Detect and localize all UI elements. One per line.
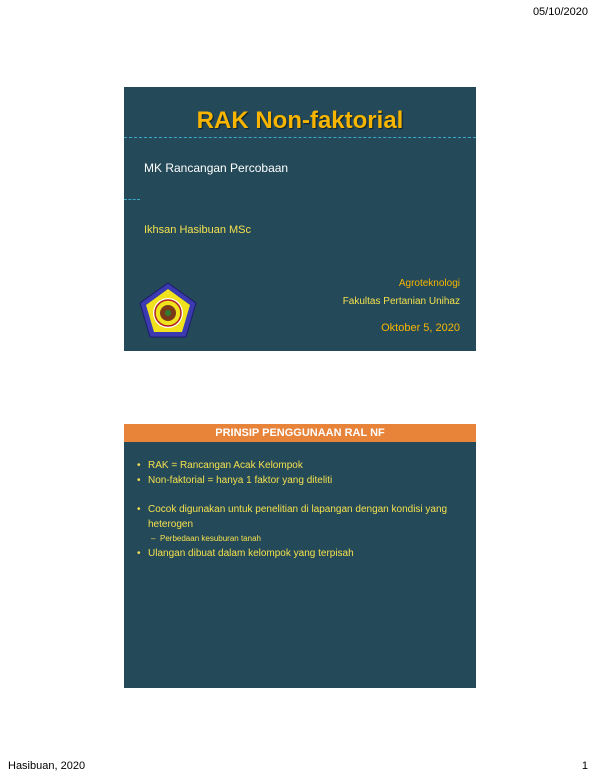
program-name: Agroteknologi xyxy=(398,278,460,289)
decorative-divider xyxy=(124,137,476,138)
bullet-item: • Ulangan dibuat dalam kelompok yang terpisah xyxy=(136,546,466,561)
slide-2-principles xyxy=(124,424,476,688)
sub-bullet-item: – Perbedaan kesuburan tanah xyxy=(136,532,466,546)
page-number: 1 xyxy=(581,760,588,772)
author-name: Ikhsan Hasibuan MSc xyxy=(144,224,251,236)
bullet-list xyxy=(136,458,466,561)
faculty-name: Fakultas Pertanian Unihaz xyxy=(342,296,460,307)
bullet-item: • Non-faktorial = hanya 1 faktor yang diteliti xyxy=(136,473,466,488)
bullet-item: • RAK = Rancangan Acak Kelompok xyxy=(136,458,466,473)
page-date: 05/10/2020 xyxy=(532,6,588,18)
slide-title: RAK Non-faktorial xyxy=(196,107,404,134)
footer-author: Hasibuan, 2020 xyxy=(8,760,86,772)
slide-header-bar: PRINSIP PENGGUNAAN RAL NF xyxy=(124,424,476,442)
slide-1-title xyxy=(124,87,476,351)
university-logo-icon xyxy=(138,281,198,339)
presentation-date: Oktober 5, 2020 xyxy=(381,322,460,334)
bullet-item: • Cocok digunakan untuk penelitian di lapangan dengan kondisi yang heterogen xyxy=(136,502,466,532)
decorative-divider-short xyxy=(124,199,140,200)
course-subtitle: MK Rancangan Percobaan xyxy=(144,161,289,175)
